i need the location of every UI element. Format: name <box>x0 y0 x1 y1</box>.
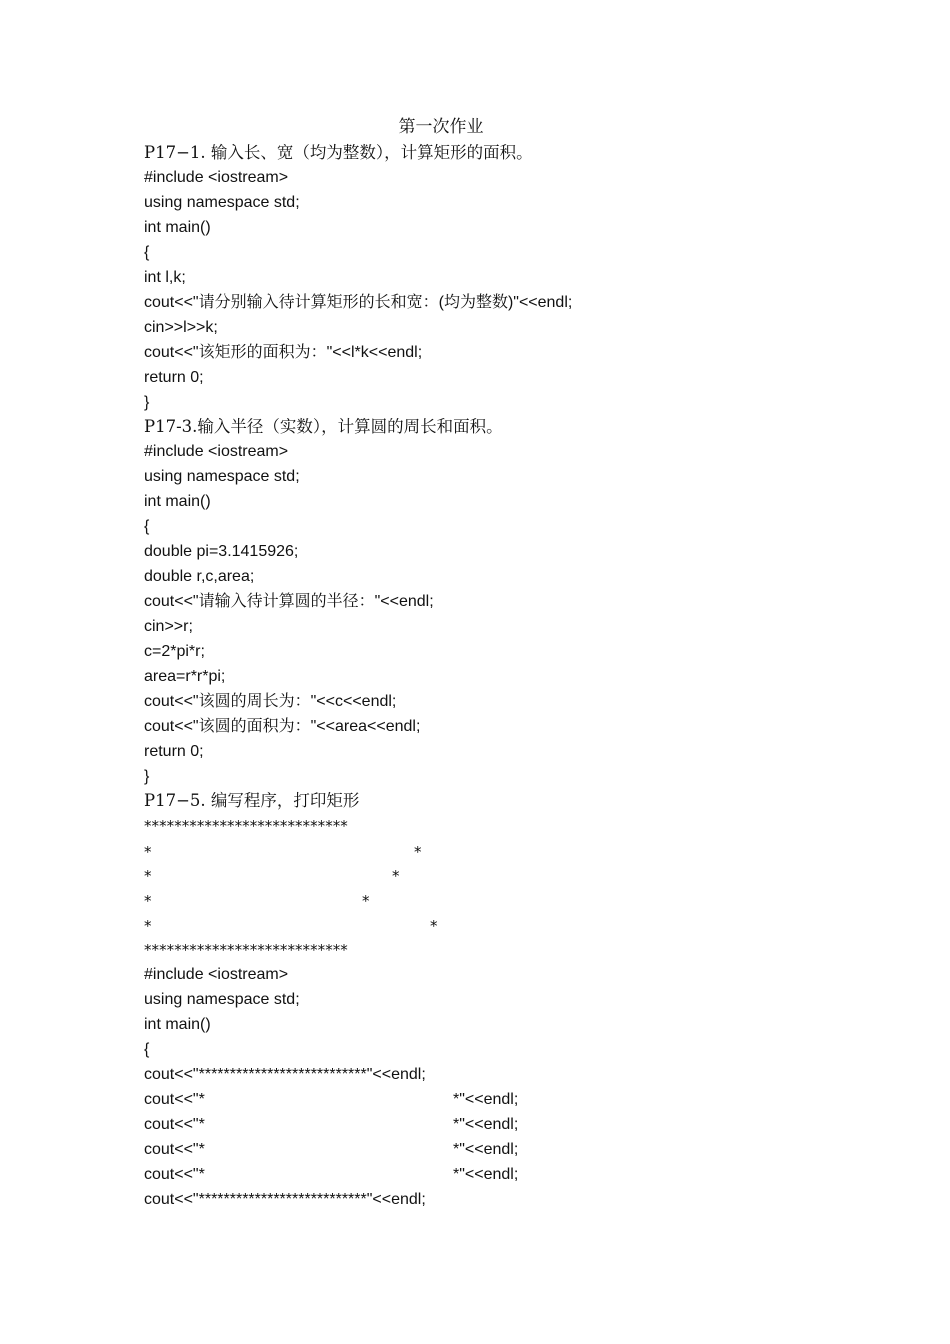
code-line: cout<<"请输入待计算圆的半径："<<endl; <box>144 593 434 610</box>
code-line: cout<<"该矩形的面积为："<<l*k<<endl; <box>144 344 423 361</box>
code-line: return 0; <box>144 369 204 386</box>
code-line-right: *"<<endl; <box>453 1141 519 1158</box>
code-line: } <box>144 768 150 785</box>
pattern-right-star: * <box>430 917 438 935</box>
code-line: cout<<"***************************"<<endl; <box>144 1191 426 1208</box>
code-line: cin>>r; <box>144 618 193 635</box>
code-line: c=2*pi*r; <box>144 643 205 660</box>
code-line: cout<<"该圆的周长为："<<c<<endl; <box>144 693 397 710</box>
code-line: cout<<"***************************"<<endl; <box>144 1066 426 1083</box>
code-line: cin>>l>>k; <box>144 319 218 336</box>
code-line: double pi=3.1415926; <box>144 543 299 560</box>
pattern-left-star: * <box>144 892 152 910</box>
code-line: cout<<"请分别输入待计算矩形的长和宽：(均为整数)"<<endl; <box>144 294 573 311</box>
pattern-bottom-border: *************************** <box>144 941 348 959</box>
code-line: return 0; <box>144 743 204 760</box>
code-line: using namespace std; <box>144 991 300 1008</box>
code-line: using namespace std; <box>144 194 300 211</box>
pattern-right-star: * <box>414 843 422 861</box>
code-line: { <box>144 244 150 261</box>
code-line: int main() <box>144 1016 211 1033</box>
code-line-left: cout<<"* <box>144 1091 205 1108</box>
code-line-left: cout<<"* <box>144 1166 205 1183</box>
code-line: } <box>144 394 150 411</box>
pattern-left-star: * <box>144 867 152 885</box>
code-line: #include <iostream> <box>144 443 289 460</box>
code-line-right: *"<<endl; <box>453 1116 519 1133</box>
section-2-heading: P17-3.输入半径（实数），计算圆的周长和面积。 <box>144 417 503 436</box>
code-line: { <box>144 1041 150 1058</box>
section-1-heading: P17−1. 输入长、宽（均为整数），计算矩形的面积。 <box>144 143 533 162</box>
code-line: double r,c,area; <box>144 568 255 585</box>
pattern-right-star: * <box>362 892 370 910</box>
pattern-left-star: * <box>144 917 152 935</box>
code-line: using namespace std; <box>144 468 300 485</box>
pattern-top-border: *************************** <box>144 817 348 835</box>
code-line: cout<<"该圆的面积为："<<area<<endl; <box>144 718 421 735</box>
code-line: int main() <box>144 219 211 236</box>
code-line: { <box>144 518 150 535</box>
code-line-right: *"<<endl; <box>453 1091 519 1108</box>
code-line-right: *"<<endl; <box>453 1166 519 1183</box>
code-line-left: cout<<"* <box>144 1116 205 1133</box>
pattern-right-star: * <box>392 867 400 885</box>
pattern-left-star: * <box>144 843 152 861</box>
document-title: 第一次作业 <box>398 117 484 137</box>
code-line: int main() <box>144 493 211 510</box>
code-line-left: cout<<"* <box>144 1141 205 1158</box>
section-3-heading: P17−5. 编写程序，打印矩形 <box>144 791 360 810</box>
code-line: #include <iostream> <box>144 966 289 983</box>
code-line: int l,k; <box>144 269 186 286</box>
code-line: #include <iostream> <box>144 169 289 186</box>
code-line: area=r*r*pi; <box>144 668 226 685</box>
